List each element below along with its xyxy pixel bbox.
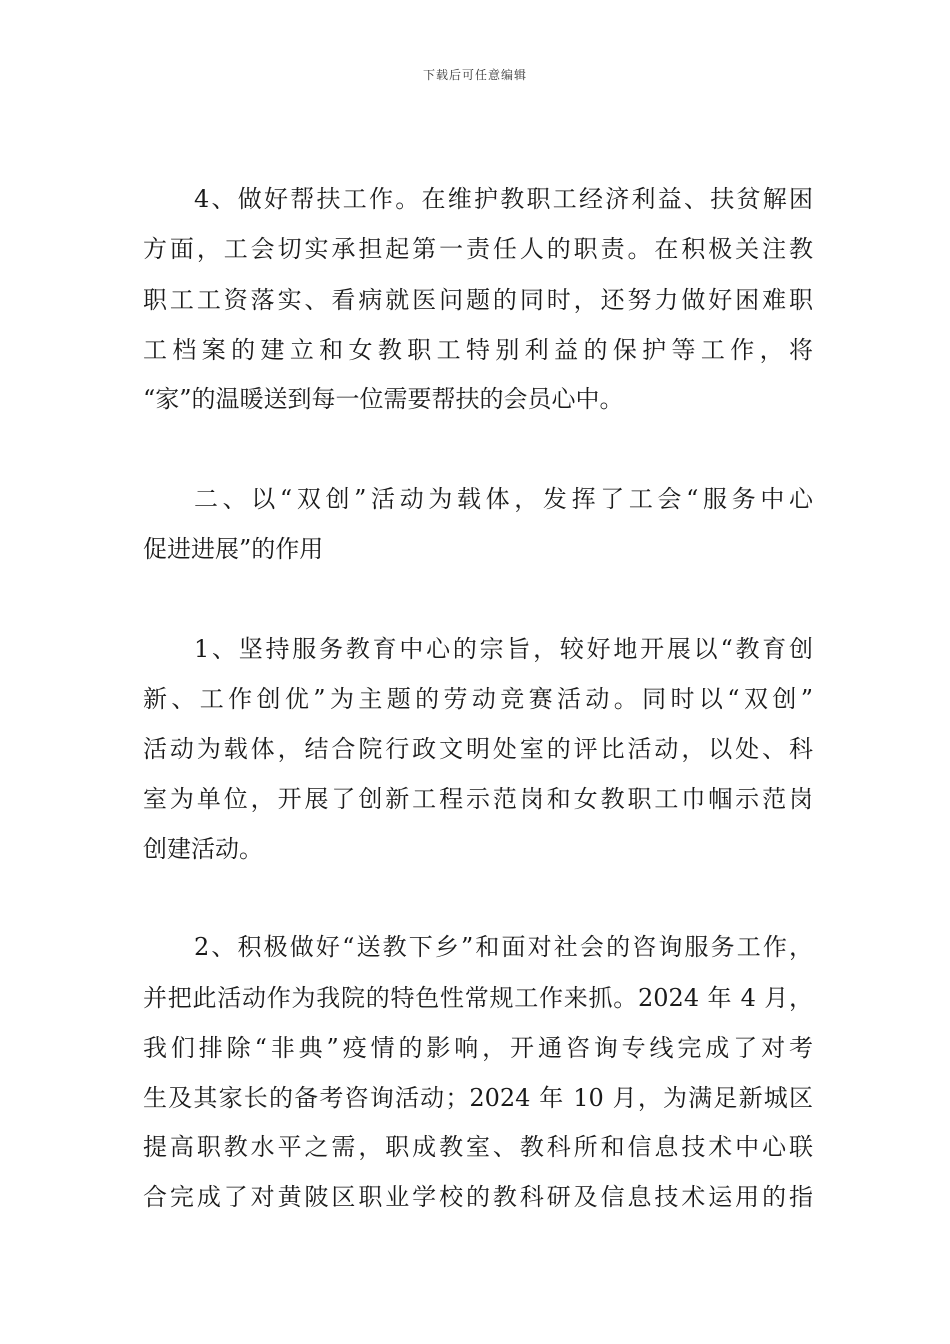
text-line: 创建活动。 [143, 835, 263, 863]
text-line: 室为单位，开展了创新工程示范岗和女教职工巾帼示范岗 [143, 785, 813, 813]
text-line: 活动为载体，结合院行政文明处室的评比活动，以处、科 [143, 735, 813, 763]
text-line: 职工工资落实、看病就医问题的同时，还努力做好困难职 [143, 286, 813, 314]
text-line: 2、积极做好“送教下乡”和面对社会的咨询服务工作， [194, 933, 813, 961]
page-header: 下载后可任意编辑 [422, 68, 527, 82]
text-line: 合完成了对黄陂区职业学校的教科研及信息技术运用的指 [143, 1183, 813, 1211]
text-line: 生及其家长的备考咨询活动；2024 年 10 月，为满足新城区 [143, 1084, 813, 1112]
text-line: 1、坚持服务教育中心的宗旨，较好地开展以“教育创 [194, 635, 813, 663]
text-line: 二、以“双创”活动为载体，发挥了工会“服务中心 [194, 485, 813, 513]
text-line: 促进进展”的作用 [143, 535, 324, 563]
text-line: 我们排除“非典”疫情的影响，开通咨询专线完成了对考 [143, 1034, 813, 1062]
text-line: 工档案的建立和女教职工特别利益的保护等工作，将 [143, 336, 813, 364]
text-line: 4、做好帮扶工作。在维护教职工经济利益、扶贫解困 [194, 185, 813, 213]
text-line: 新、工作创优”为主题的劳动竞赛活动。同时以“双创” [143, 685, 813, 713]
text-line: 方面，工会切实承担起第一责任人的职责。在积极关注教 [143, 235, 813, 263]
text-line: “家”的温暖送到每一位需要帮扶的会员心中。 [143, 385, 624, 413]
text-line: 并把此活动作为我院的特色性常规工作来抓。2024 年 4 月， [143, 984, 813, 1012]
text-line: 提高职教水平之需，职成教室、教科所和信息技术中心联 [143, 1133, 813, 1161]
